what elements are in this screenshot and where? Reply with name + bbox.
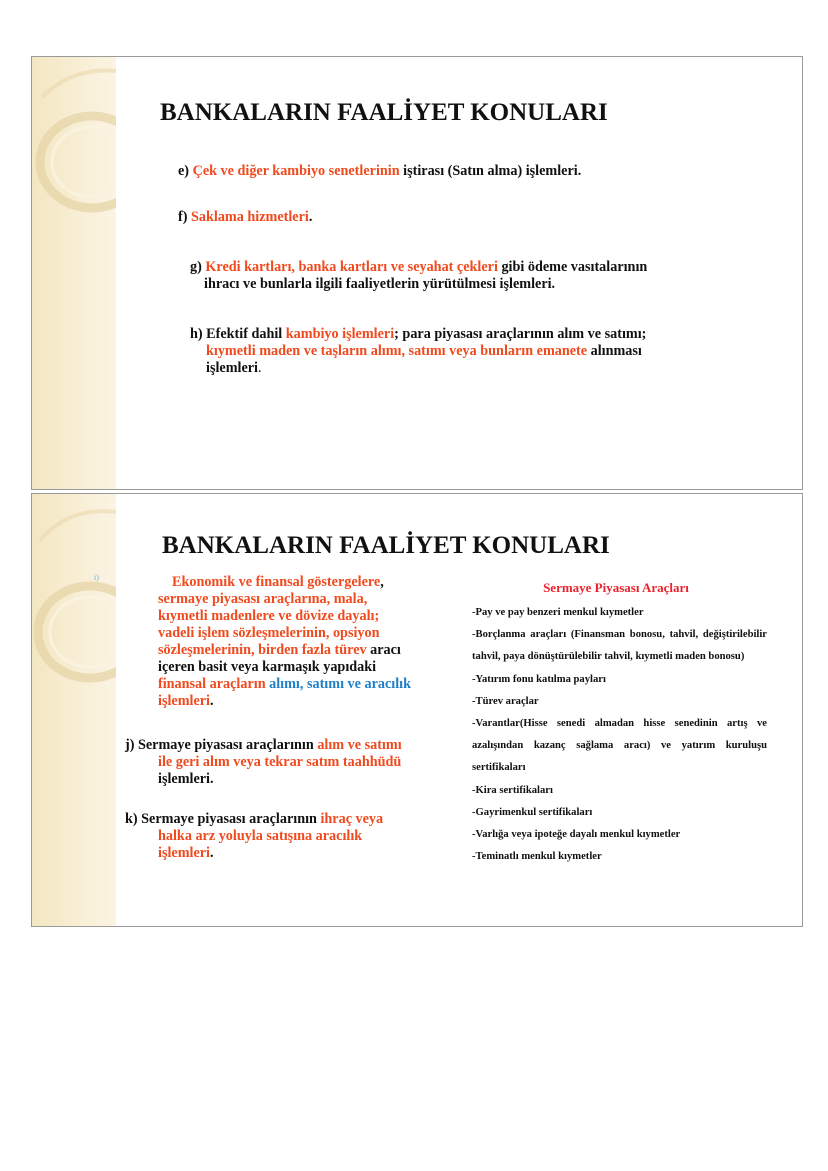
item-i-highlight-3: kıymetli madenlere ve dövize dayalı; — [158, 608, 380, 624]
item-h-dot: . — [258, 360, 262, 376]
item-e-highlight: Çek ve diğer kambiyo senetlerinin — [192, 163, 400, 179]
list-item: -Türev araçlar — [472, 695, 539, 707]
item-h — [190, 326, 770, 377]
item-g-text: gibi ödeme vasıtalarının — [497, 259, 648, 275]
list-item: -Varlığa veya ipoteğe dayalı menkul kıymetler — [472, 829, 681, 841]
item-h-highlight-1: kambiyo işlemleri — [285, 326, 395, 342]
item-k-highlight-2: halka arz yoluyla satışına aracılık — [158, 828, 363, 844]
item-k — [125, 811, 465, 862]
list-item: -Gayrimenkul sertifikaları — [472, 806, 593, 818]
decorative-side-panel — [32, 494, 116, 926]
item-g — [190, 259, 750, 293]
list-item: -Borçlanma araçları (Finansman bonosu, tahvil, değiştirilebilir tahvil, paya dönüştürülebilir tahvil, kıymetli maden bonosu) — [472, 629, 767, 663]
item-i-highlight-7: finansal araçların — [158, 676, 266, 692]
item-i-highlight-1: Ekonomik ve finansal göstergelere — [172, 574, 381, 590]
ring-decoration-icon — [32, 494, 116, 927]
list-item: -Kira sertifikaları — [472, 784, 553, 796]
capital-market-instruments-list — [472, 602, 767, 868]
item-h-text-2: alınması — [587, 343, 642, 359]
item-i-highlight-2: sermaye piyasası araçlarına, mala, — [158, 591, 368, 607]
slide-1 — [31, 56, 803, 490]
list-item: -Varantlar(Hisse senedi almadan hisse senedinin artış ve azalışından kazanç sağlama aracı) ve yatırım kuruluşu sertifikaları — [472, 718, 767, 774]
decorative-side-panel — [32, 57, 116, 489]
item-k-highlight-1: ihraç veya — [320, 811, 384, 827]
item-f-highlight: Saklama hizmetleri — [191, 209, 309, 225]
item-i-text-6: içeren basit veya karmaşık yapıdaki — [158, 659, 377, 675]
slide-title: BANKALARIN FAALİYET KONULARI — [162, 532, 610, 559]
item-e-prefix: e) — [178, 163, 193, 179]
item-g-line2: ihracı ve bunlarla ilgili faaliyetlerin yürütülmesi işlemleri. — [204, 276, 556, 292]
slide-2 — [31, 493, 803, 927]
capital-market-instruments-heading: Sermaye Piyasası Araçları — [543, 580, 689, 595]
list-item: -Teminatlı menkul kıymetler — [472, 851, 602, 863]
item-j-line3: işlemleri. — [158, 771, 214, 787]
ring-decoration-icon — [32, 57, 116, 490]
item-f-prefix: f) — [178, 209, 191, 225]
item-i-highlight-5: sözleşmelerinin, birden fazla türev — [158, 642, 367, 658]
item-j-highlight-1: alım ve satımı — [317, 737, 402, 753]
item-g-highlight: Kredi kartları, banka kartları ve seyahat çekleri — [205, 259, 498, 275]
item-j — [125, 737, 465, 788]
item-k-highlight-3: işlemleri — [158, 845, 210, 861]
item-j-highlight-2: ile geri alım veya tekrar satım taahhüdü — [158, 754, 402, 770]
slide-title: BANKALARIN FAALİYET KONULARI — [160, 99, 608, 126]
item-i-text-5: aracı — [366, 642, 401, 658]
item-i-highlight-8: işlemleri — [158, 693, 210, 709]
item-e-text: iştirası (Satın alma) işlemleri. — [399, 163, 582, 179]
item-i-comma: , — [380, 574, 384, 590]
item-k-end: . — [210, 845, 214, 861]
item-h-highlight-2: kıymetli maden ve taşların alımı, satımı veya bunların emanete — [206, 343, 588, 359]
item-f — [178, 209, 312, 226]
item-k-prefix: k) Sermaye piyasası araçlarının — [125, 811, 321, 827]
item-i-highlight-4: vadeli işlem sözleşmelerinin, opsiyon — [158, 625, 380, 641]
item-h-line3: işlemleri — [206, 360, 258, 376]
item-i — [158, 574, 478, 710]
item-j-prefix: j) Sermaye piyasası araçlarının — [125, 737, 318, 753]
item-e — [178, 163, 581, 180]
list-item: -Yatırım fonu katılma payları — [472, 673, 606, 685]
item-h-prefix: h) Efektif dahil — [190, 326, 286, 342]
item-i-end: . — [210, 693, 214, 709]
item-g-prefix: g) — [190, 259, 206, 275]
item-i-blue-7: alımı, satımı ve aracılık — [265, 676, 411, 692]
list-item: -Pay ve pay benzeri menkul kıymetler — [472, 607, 644, 618]
item-h-text: ; para piyasası araçlarının alım ve satımı; — [394, 326, 647, 342]
item-f-text: . — [308, 209, 313, 225]
item-i-marker: i) — [94, 573, 99, 582]
